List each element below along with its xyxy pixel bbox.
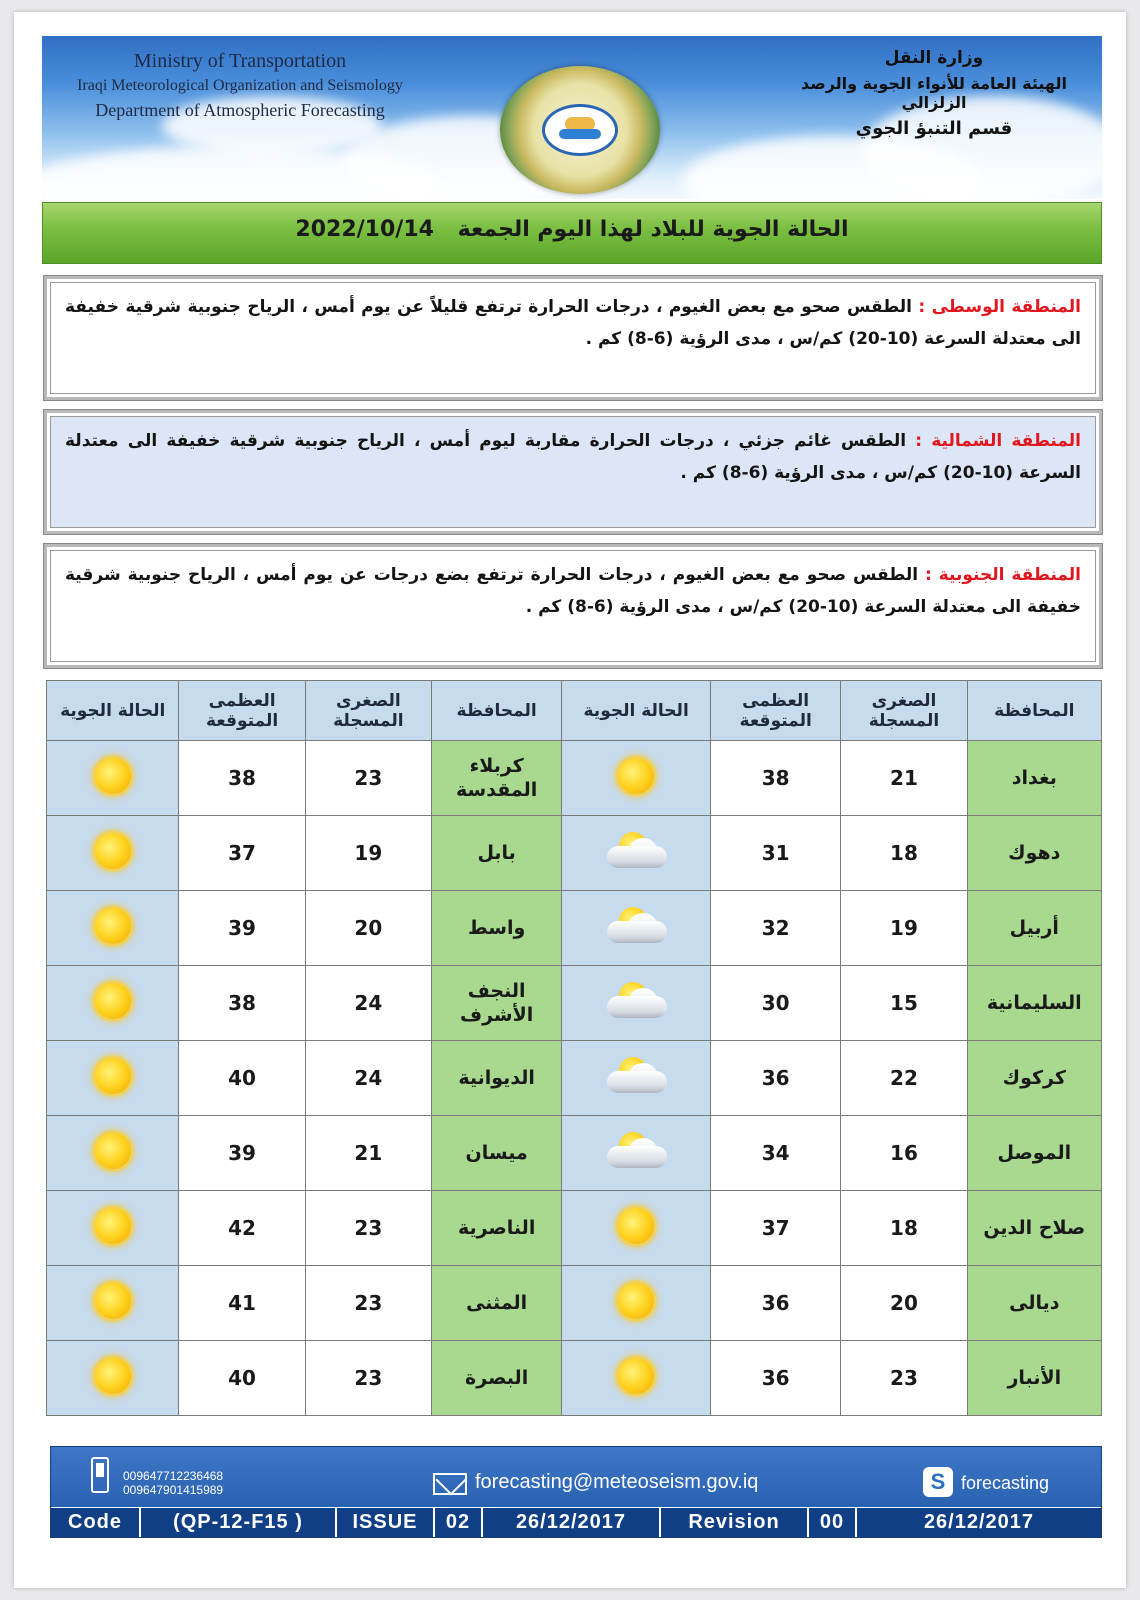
condition-cell <box>47 966 179 1041</box>
min-temp-cell: 22 <box>841 1041 967 1116</box>
issue-label: ISSUE <box>337 1508 435 1537</box>
condition-cell <box>562 891 711 966</box>
sun-icon <box>95 908 131 944</box>
table-row <box>47 1116 1102 1191</box>
sun-icon <box>95 833 131 869</box>
table-row <box>47 816 1102 891</box>
phone-number: 009647901415989 <box>123 1483 224 1497</box>
document-page <box>14 12 1126 1588</box>
region-text: الطقس صحو مع بعض الغيوم ، درجات الحرارة ترتفع قليلاً عن يوم أمس ، الرياح جنوبية شرقية خفيفة الى معتدلة السرعة (10-20) كم/س ، مدى الرؤية (6-8) كم . <box>65 297 1081 349</box>
table-row <box>47 891 1102 966</box>
phone-number: 009647712236468 <box>123 1469 224 1483</box>
condition-cell <box>562 1341 711 1416</box>
min-temp-cell: 15 <box>841 966 967 1041</box>
header-max-line2: المتوقعة <box>739 710 812 731</box>
governorate-cell: الموصل <box>967 1116 1101 1191</box>
region-text: الطقس غائم جزئي ، درجات الحرارة مقاربة ليوم أمس ، الرياح جنوبية شرقية خفيفة الى معتدلة السرعة (10-20) كم/س ، مدى الرؤية (6-8) كم . <box>65 431 1081 483</box>
region-text: الطقس صحو مع بعض الغيوم ، درجات الحرارة ترتفع بضع درجات عن يوم أمس ، الرياح جنوبية شرقية خفيفة الى معتدلة السرعة (10-20) كم/س ، مدى الرؤية (6-8) كم . <box>65 565 1081 617</box>
condition-cell <box>47 1191 179 1266</box>
max-temp-cell: 36 <box>710 1341 840 1416</box>
max-temp-cell: 39 <box>179 891 305 966</box>
header-min-line2: المسجلة <box>868 710 940 731</box>
governorate-cell: المثنى <box>431 1266 561 1341</box>
governorate-cell: الأنبار <box>967 1341 1101 1416</box>
email-address[interactable]: forecasting@meteoseism.gov.iq <box>475 1471 759 1493</box>
condition-cell <box>47 1341 179 1416</box>
header-min-line1: الصغرى <box>335 690 401 711</box>
condition-cell <box>562 1266 711 1341</box>
header-min-recorded <box>841 681 967 741</box>
organization-logo <box>500 66 660 194</box>
header-min-line1: الصغرى <box>871 690 937 711</box>
page-title <box>43 217 1101 242</box>
condition-cell <box>47 1116 179 1191</box>
organization-name-ar: الهيئة العامة للأنواء الجوية والرصد الزلزالي <box>801 74 1067 112</box>
partly-cloudy-icon <box>601 830 671 872</box>
sun-icon <box>95 1283 131 1319</box>
min-temp-cell: 24 <box>305 1041 431 1116</box>
skype-handle: forecasting <box>961 1473 1050 1493</box>
header-max-expected <box>179 681 305 741</box>
department-name-en: Department of Atmospheric Forecasting <box>95 100 385 120</box>
table-row <box>47 1341 1102 1416</box>
header-min-recorded <box>305 681 431 741</box>
min-temp-cell: 20 <box>305 891 431 966</box>
table-row <box>47 1266 1102 1341</box>
max-temp-cell: 38 <box>710 741 840 816</box>
code-value: (QP-12-F15 ) <box>141 1508 337 1537</box>
governorate-cell: كربلاء المقدسة <box>431 741 561 816</box>
max-temp-cell: 37 <box>179 816 305 891</box>
min-temp-cell: 23 <box>305 1191 431 1266</box>
forecast-table <box>46 680 1102 1416</box>
sun-icon <box>95 1133 131 1169</box>
sun-icon <box>95 1208 131 1244</box>
revision-value: 00 <box>809 1508 857 1537</box>
sun-icon <box>618 1208 654 1244</box>
phone-numbers <box>123 1469 223 1497</box>
governorate-cell: واسط <box>431 891 561 966</box>
condition-cell <box>562 1191 711 1266</box>
min-temp-cell: 20 <box>841 1266 967 1341</box>
governorate-cell: صلاح الدين <box>967 1191 1101 1266</box>
max-temp-cell: 36 <box>710 1266 840 1341</box>
max-temp-cell: 42 <box>179 1191 305 1266</box>
governorate-cell: بغداد <box>967 741 1101 816</box>
max-temp-cell: 34 <box>710 1116 840 1191</box>
min-temp-cell: 18 <box>841 816 967 891</box>
min-temp-cell: 16 <box>841 1116 967 1191</box>
header-min-line2: المسجلة <box>333 710 404 731</box>
header-condition: الحالة الجوية <box>47 681 179 741</box>
governorate-cell: بابل <box>431 816 561 891</box>
title-text: الحالة الجوية للبلاد لهذا اليوم الجمعة <box>457 217 849 242</box>
max-temp-cell: 38 <box>179 966 305 1041</box>
department-name-ar: قسم التنبؤ الجوي <box>855 118 1013 139</box>
max-temp-cell: 31 <box>710 816 840 891</box>
region-name: المنطقة الشمالية : <box>915 431 1081 451</box>
table-row <box>47 966 1102 1041</box>
code-label: Code <box>51 1508 141 1537</box>
header-arabic <box>784 48 1084 139</box>
max-temp-cell: 39 <box>179 1116 305 1191</box>
condition-cell <box>562 966 711 1041</box>
skype-icon: S <box>923 1467 953 1497</box>
sun-icon <box>618 1283 654 1319</box>
condition-cell <box>562 816 711 891</box>
condition-cell <box>47 891 179 966</box>
sun-icon <box>95 1358 131 1394</box>
governorate-cell: الديوانية <box>431 1041 561 1116</box>
min-temp-cell: 18 <box>841 1191 967 1266</box>
header-governorate: المحافظة <box>967 681 1101 741</box>
max-temp-cell: 32 <box>710 891 840 966</box>
condition-cell <box>47 741 179 816</box>
organization-name-en: Iraqi Meteorological Organization and Seismology <box>77 77 403 94</box>
header-english <box>60 50 420 121</box>
sun-icon <box>95 1058 131 1094</box>
condition-cell <box>47 816 179 891</box>
revision-date: 26/12/2017 <box>923 1511 1035 1533</box>
region-south <box>44 544 1102 668</box>
region-central <box>44 276 1102 400</box>
sun-icon <box>95 758 131 794</box>
header-governorate: المحافظة <box>431 681 561 741</box>
partly-cloudy-icon <box>601 905 671 947</box>
min-temp-cell: 21 <box>305 1116 431 1191</box>
region-north <box>44 410 1102 534</box>
header-max-line1: العظمى <box>208 690 276 711</box>
region-name: المنطقة الوسطى : <box>918 297 1081 317</box>
governorate-cell: دهوك <box>967 816 1101 891</box>
document-code-row <box>51 1507 1101 1537</box>
header-max-expected <box>710 681 840 741</box>
table-header-row <box>47 681 1102 741</box>
header-condition: الحالة الجوية <box>562 681 711 741</box>
governorate-cell: ديالى <box>967 1266 1101 1341</box>
min-temp-cell: 23 <box>305 1341 431 1416</box>
region-name: المنطقة الجنوبية : <box>925 565 1081 585</box>
min-temp-cell: 23 <box>305 741 431 816</box>
max-temp-cell: 38 <box>179 741 305 816</box>
header-banner <box>42 36 1102 199</box>
mail-icon <box>433 1473 467 1495</box>
revision-label: Revision <box>661 1508 809 1537</box>
partly-cloudy-icon <box>601 1130 671 1172</box>
governorate-cell: النجف الأشرف <box>431 966 561 1041</box>
governorate-cell: السليمانية <box>967 966 1101 1041</box>
ministry-name-en: Ministry of Transportation <box>133 50 347 72</box>
ministry-name-ar: وزارة النقل <box>884 48 984 68</box>
issue-date: 26/12/2017 <box>483 1508 661 1537</box>
governorate-cell: كركوك <box>967 1041 1101 1116</box>
condition-cell <box>47 1041 179 1116</box>
min-temp-cell: 24 <box>305 966 431 1041</box>
condition-cell <box>562 1041 711 1116</box>
phone-icon <box>91 1457 109 1493</box>
min-temp-cell: 21 <box>841 741 967 816</box>
partly-cloudy-icon <box>601 980 671 1022</box>
title-date: 2022/10/14 <box>295 217 434 242</box>
partly-cloudy-icon <box>601 1055 671 1097</box>
table-row <box>47 1191 1102 1266</box>
governorate-cell: ميسان <box>431 1116 561 1191</box>
issue-value: 02 <box>435 1508 483 1537</box>
condition-cell <box>562 741 711 816</box>
sun-icon <box>95 983 131 1019</box>
sun-icon <box>618 1358 654 1394</box>
governorate-cell: البصرة <box>431 1341 561 1416</box>
max-temp-cell: 41 <box>179 1266 305 1341</box>
governorate-cell: أربيل <box>967 891 1101 966</box>
header-max-line1: العظمى <box>742 690 810 711</box>
max-temp-cell: 40 <box>179 1041 305 1116</box>
sun-icon <box>618 758 654 794</box>
max-temp-cell: 30 <box>710 966 840 1041</box>
table-row <box>47 1041 1102 1116</box>
header-max-line2: المتوقعة <box>205 710 279 731</box>
min-temp-cell: 19 <box>305 816 431 891</box>
title-bar <box>42 202 1102 264</box>
max-temp-cell: 40 <box>179 1341 305 1416</box>
min-temp-cell: 19 <box>841 891 967 966</box>
max-temp-cell: 36 <box>710 1041 840 1116</box>
governorate-cell: الناصرية <box>431 1191 561 1266</box>
condition-cell <box>47 1266 179 1341</box>
max-temp-cell: 37 <box>710 1191 840 1266</box>
min-temp-cell: 23 <box>841 1341 967 1416</box>
footer <box>50 1446 1102 1538</box>
condition-cell <box>562 1116 711 1191</box>
table-row <box>47 741 1102 816</box>
min-temp-cell: 23 <box>305 1266 431 1341</box>
